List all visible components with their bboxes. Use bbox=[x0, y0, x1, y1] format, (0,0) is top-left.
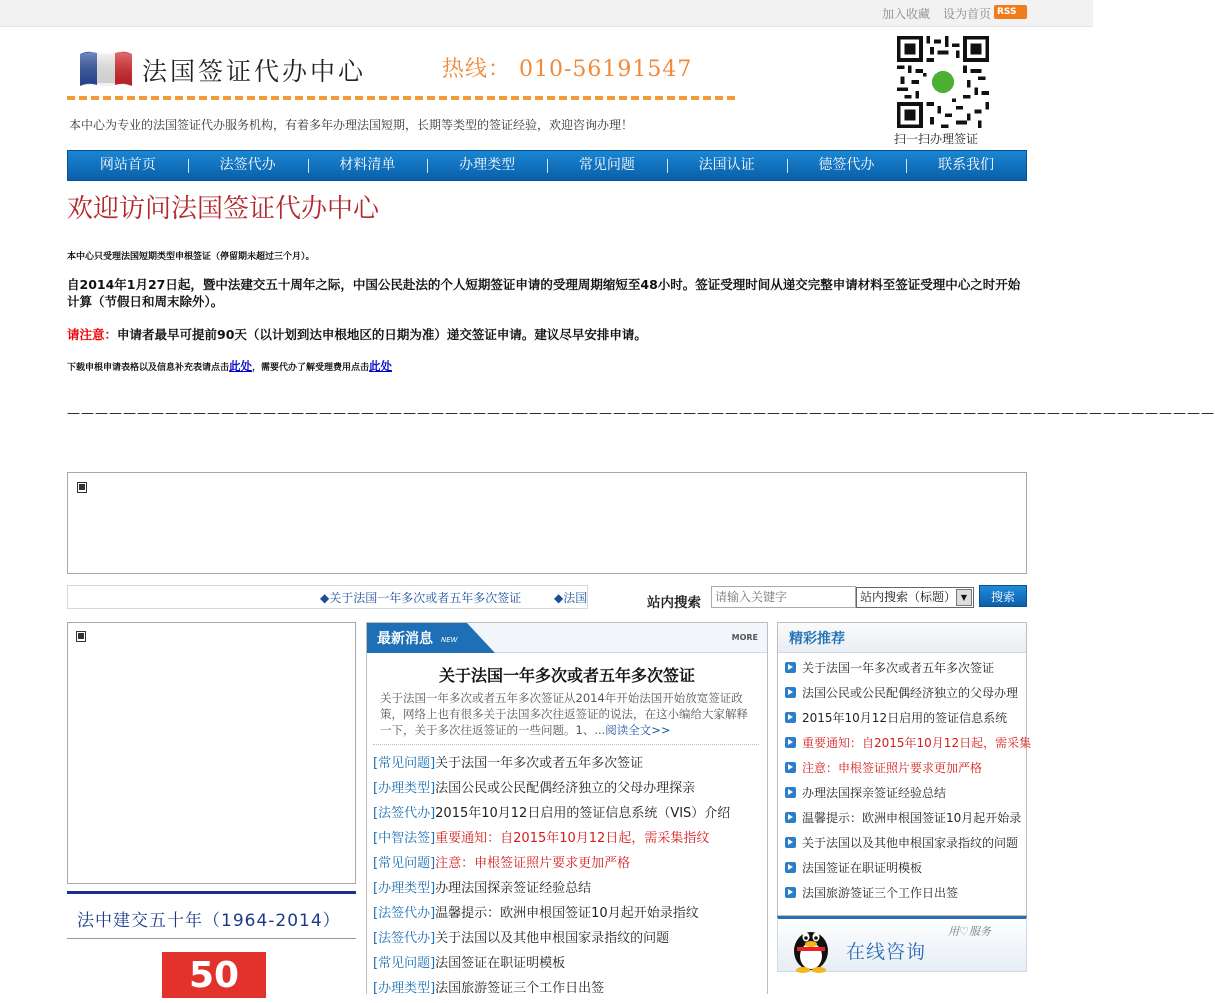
left-placeholder-box bbox=[67, 622, 356, 884]
download-line bbox=[67, 358, 392, 374]
news-row[interactable] bbox=[373, 928, 767, 953]
nav-visa-types[interactable]: 办理类型 bbox=[427, 151, 547, 180]
news-row[interactable] bbox=[373, 828, 767, 853]
arrow-bullet-icon bbox=[785, 887, 796, 898]
recommend-item[interactable] bbox=[785, 883, 1025, 908]
recommend-panel bbox=[777, 622, 1032, 916]
search-scope-select[interactable] bbox=[856, 587, 974, 608]
download-middle: ，需要代办了解受理费用点击 bbox=[252, 363, 370, 373]
marquee-item[interactable]: ◆法国 bbox=[554, 591, 588, 605]
news-title[interactable]: 法国签证在职证明模板 bbox=[435, 956, 566, 971]
search-button[interactable]: 搜索 bbox=[979, 585, 1027, 607]
recommend-title[interactable]: 2015年10月12日启用的签证信息系统 bbox=[802, 711, 1008, 725]
nav-contact[interactable]: 联系我们 bbox=[906, 151, 1026, 180]
plugin-placeholder-icon bbox=[77, 482, 87, 493]
read-more-link[interactable]: 阅读全文>> bbox=[605, 723, 671, 737]
recommend-item[interactable] bbox=[785, 758, 1025, 783]
qr-caption: 扫一扫办理签证 bbox=[894, 132, 979, 146]
rss-icon[interactable]: RSS bbox=[994, 5, 1027, 19]
more-link[interactable]: MORE bbox=[731, 633, 758, 642]
news-title[interactable]: 关于法国一年多次或者五年多次签证 bbox=[435, 756, 644, 771]
news-category[interactable]: [法签代办] bbox=[373, 906, 436, 921]
news-category[interactable]: [法签代办] bbox=[373, 806, 436, 821]
nav-germany-visa[interactable]: 德签代办 bbox=[787, 151, 907, 180]
site-name: 法国签证代办中心 bbox=[142, 57, 367, 86]
recommend-title[interactable]: 温馨提示：欧洲申根国签证10月起开始录 bbox=[802, 811, 1022, 825]
recommend-title[interactable]: 关于法国一年多次或者五年多次签证 bbox=[802, 661, 995, 675]
recommend-title[interactable]: 法国签证在职证明模板 bbox=[802, 861, 923, 875]
recommend-title[interactable]: 重要通知：自2015年10月12日起，需采集 bbox=[802, 736, 1032, 750]
nav-france-visa[interactable]: 法签代办 bbox=[188, 151, 308, 180]
news-row[interactable] bbox=[373, 953, 767, 978]
news-category[interactable]: [中智法签] bbox=[373, 831, 436, 846]
tagline: 本中心为专业的法国签证代办服务机构，有着多年办理法国短期，长期等类型的签证经验，欢迎咨询办理！ bbox=[69, 118, 634, 132]
news-title[interactable]: 关于法国以及其他申根国家录指纹的问题 bbox=[435, 931, 670, 946]
arrow-bullet-icon bbox=[785, 712, 796, 723]
news-marquee bbox=[67, 585, 588, 609]
nav-faq[interactable]: 常见问题 bbox=[547, 151, 667, 180]
online-consult-banner[interactable] bbox=[777, 916, 1027, 972]
bookmark-link[interactable]: 加入收藏 bbox=[882, 7, 931, 21]
qq-penguin-icon bbox=[786, 921, 836, 973]
plugin-placeholder-icon bbox=[76, 631, 86, 642]
search-label: 站内搜索 bbox=[647, 595, 701, 611]
recommend-item[interactable] bbox=[785, 808, 1025, 833]
new-badge: NEW bbox=[441, 636, 458, 644]
nav-certification[interactable]: 法国认证 bbox=[667, 151, 787, 180]
anniversary-logo: 50 bbox=[162, 952, 266, 998]
recommend-item[interactable] bbox=[785, 858, 1025, 883]
download-form-link[interactable]: 此处 bbox=[229, 359, 253, 373]
news-title[interactable]: 办理法国探亲签证经验总结 bbox=[435, 881, 592, 896]
news-row[interactable] bbox=[373, 978, 767, 1003]
news-title[interactable]: 重要通知：自2015年10月12日起，需采集指纹 bbox=[435, 831, 710, 846]
news-category[interactable]: [办理类型] bbox=[373, 881, 436, 896]
french-flag-logo bbox=[78, 48, 134, 88]
news-tab-label: 最新消息 bbox=[377, 631, 433, 647]
anniversary-divider bbox=[67, 938, 356, 939]
nav-home[interactable]: 网站首页 bbox=[99, 157, 156, 173]
news-row[interactable] bbox=[373, 778, 767, 803]
arrow-bullet-icon bbox=[785, 662, 796, 673]
main-nav bbox=[67, 150, 1027, 181]
recommend-title[interactable]: 法国公民或公民配偶经济独立的父母办理 bbox=[802, 686, 1019, 700]
news-title[interactable]: 注意：申根签证照片要求更加严格 bbox=[435, 856, 631, 871]
hotline-number: 热线： 010-56191547 bbox=[442, 57, 693, 82]
anniversary-banner[interactable] bbox=[67, 891, 356, 995]
recommend-title[interactable]: 办理法国探亲签证经验总结 bbox=[802, 786, 947, 800]
header-divider bbox=[67, 96, 735, 100]
news-header bbox=[367, 623, 767, 653]
news-headline[interactable]: 关于法国一年多次或者五年多次签证 bbox=[438, 666, 695, 685]
news-category[interactable]: [办理类型] bbox=[373, 781, 436, 796]
arrow-bullet-icon bbox=[785, 862, 796, 873]
news-row[interactable] bbox=[373, 803, 767, 828]
recommend-title[interactable]: 关于法国以及其他申根国家录指纹的问题 bbox=[802, 836, 1019, 850]
recommend-item[interactable] bbox=[785, 783, 1025, 808]
attention-text: 申请者最早可提前90天（以计划到达申根地区的日期为准）递交签证申请。建议尽早安排申请。 bbox=[117, 327, 647, 342]
news-summary bbox=[380, 690, 756, 738]
news-row[interactable] bbox=[373, 753, 767, 778]
news-title[interactable]: 法国公民或公民配偶经济独立的父母办理探亲 bbox=[435, 781, 696, 796]
recommend-header bbox=[778, 623, 1026, 653]
recommend-list bbox=[785, 658, 1032, 908]
attention-label: 请注意： bbox=[67, 327, 118, 342]
recommend-item[interactable] bbox=[785, 833, 1025, 858]
recommend-title[interactable]: 法国旅游签证三个工作日出签 bbox=[802, 886, 959, 900]
news-list bbox=[373, 753, 767, 1003]
download-prefix: 下载申根申请表格以及信息补充表请点击 bbox=[67, 363, 230, 373]
anniversary-title: 法中建交五十年（1964-2014） bbox=[77, 911, 341, 931]
news-divider bbox=[373, 744, 759, 745]
news-row[interactable] bbox=[373, 878, 767, 903]
news-title[interactable]: 法国旅游签证三个工作日出签 bbox=[435, 981, 605, 996]
banner-placeholder bbox=[67, 472, 1027, 574]
dash-divider: —————————————————————————————————————————————————————————————————————————————————— bbox=[67, 406, 1215, 421]
latest-news-panel bbox=[366, 622, 768, 994]
recommend-item[interactable] bbox=[785, 658, 1025, 683]
short-stay-note: 本中心只受理法国短期类型申根签证（停留期未超过三个月）。 bbox=[67, 252, 315, 262]
news-row[interactable] bbox=[373, 903, 767, 928]
news-category[interactable]: [常见问题] bbox=[373, 956, 436, 971]
recommend-title: 精彩推荐 bbox=[789, 631, 845, 647]
recommend-item[interactable] bbox=[785, 733, 1032, 758]
arrow-bullet-icon bbox=[785, 762, 796, 773]
news-category[interactable]: [常见问题] bbox=[373, 856, 436, 871]
arrow-bullet-icon bbox=[785, 837, 796, 848]
online-consult-text: 在线咨询 bbox=[846, 941, 927, 963]
chevron-down-icon[interactable]: ▼ bbox=[956, 589, 972, 606]
news-category[interactable]: [法签代办] bbox=[373, 931, 436, 946]
recommend-item[interactable] bbox=[785, 708, 1025, 733]
news-row[interactable] bbox=[373, 853, 767, 878]
search-input[interactable] bbox=[711, 586, 856, 608]
consult-slogan: 用♡服务 bbox=[948, 925, 991, 938]
recommend-title[interactable]: 注意：申根签证照片要求更加严格 bbox=[802, 761, 983, 775]
processing-notice: 自2014年1月27日起，暨中法建交五十周年之际，中国公民赴法的个人短期签证申请的受理周期缩短至48小时。签证受理时间从递交完整申请材料至签证受理中心之时开始计算（节假日和周末除外）。 bbox=[67, 277, 1021, 309]
arrow-bullet-icon bbox=[785, 737, 796, 748]
attention-notice bbox=[67, 325, 647, 343]
search-scope-value: 站内搜索（标题） bbox=[860, 590, 957, 604]
nav-materials[interactable]: 材料清单 bbox=[308, 151, 428, 180]
arrow-bullet-icon bbox=[785, 687, 796, 698]
news-title[interactable]: 温馨提示：欧洲申根国签证10月起开始录指纹 bbox=[435, 906, 699, 921]
marquee-item[interactable]: ◆关于法国一年多次或者五年多次签证 bbox=[320, 591, 522, 605]
qr-code-image bbox=[897, 36, 989, 128]
set-homepage-link[interactable]: 设为首页 bbox=[943, 7, 992, 21]
news-category[interactable]: [常见问题] bbox=[373, 756, 436, 771]
arrow-bullet-icon bbox=[785, 812, 796, 823]
recommend-item[interactable] bbox=[785, 683, 1025, 708]
welcome-heading: 欢迎访问法国签证代办中心 bbox=[67, 194, 380, 224]
fee-link[interactable]: 此处 bbox=[369, 359, 393, 373]
arrow-bullet-icon bbox=[785, 787, 796, 798]
news-category[interactable]: [办理类型] bbox=[373, 981, 436, 996]
news-summary-text: 关于法国一年多次或者五年多次签证从2014年开始法国开始放宽签证政策，网络上也有很多关于法国多次往返签证的说法，在这小编给大家解释一下，关于多次往返签证的一些问题。1、... bbox=[380, 691, 748, 737]
news-title[interactable]: 2015年10月12日启用的签证信息系统（VIS）介绍 bbox=[435, 806, 731, 821]
